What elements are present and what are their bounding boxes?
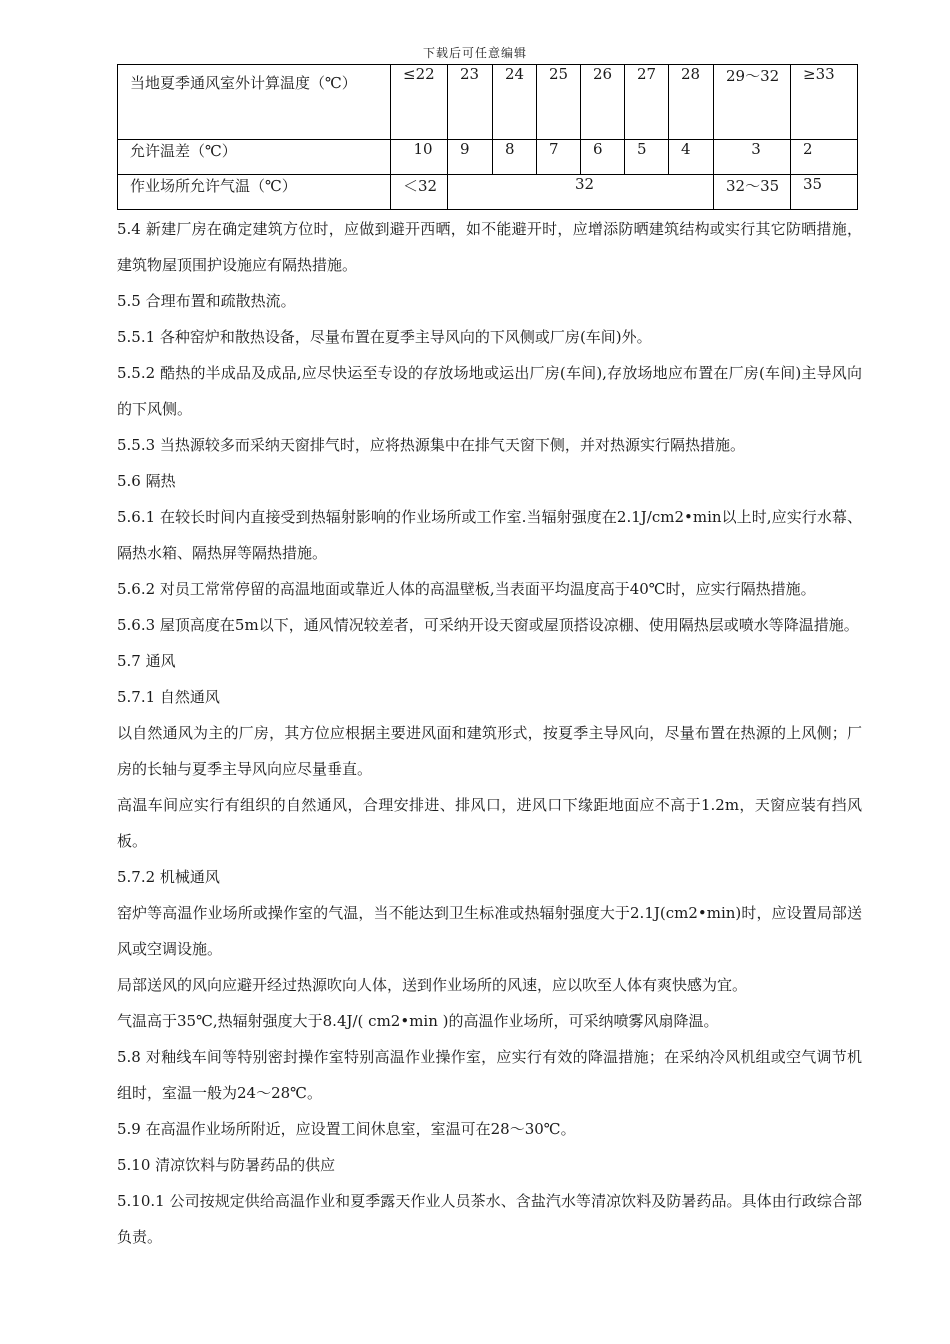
table-cell: 2: [791, 140, 858, 175]
table-cell: 7: [537, 140, 581, 175]
table-cell-merged: 32: [448, 175, 714, 210]
table-cell: 4: [669, 140, 714, 175]
row-label: 当地夏季通风室外计算温度（℃）: [118, 65, 391, 140]
paragraph: 5.10 清凉饮料与防暑药品的供应: [117, 1156, 336, 1174]
paragraph: 5.7.1 自然通风: [117, 688, 220, 706]
paragraph: 窑炉等高温作业场所或操作室的气温，当不能达到卫生标准或热辐射强度大于2.1J(cm2•min)时，应设置局部送风或空调设施。: [117, 904, 862, 958]
table-cell: 24: [493, 65, 537, 140]
table-cell: 29～32: [714, 65, 791, 140]
paragraph: 5.5.2 酷热的半成品及成品,应尽快运至专设的存放场地或运出厂房(车间),存放场地应布置在厂房(车间)主导风向的下风侧。: [117, 364, 862, 418]
table-cell: ≤22: [391, 65, 448, 140]
paragraph: 5.8 对釉线车间等特别密封操作室特别高温作业操作室，应实行有效的降温措施；在采纳冷风机组或空气调节机组时，室温一般为24～28℃。: [117, 1048, 862, 1102]
paragraph: 气温高于35℃,热辐射强度大于8.4J/( cm2•min )的高温作业场所，可采纳喷雾风扇降温。: [117, 1012, 719, 1030]
paragraph: 5.10.1 公司按规定供给高温作业和夏季露天作业人员茶水、含盐汽水等清凉饮料及防暑药品。具体由行政综合部负责。: [117, 1192, 862, 1246]
paragraph: 5.5.3 当热源较多而采纳天窗排气时，应将热源集中在排气天窗下侧，并对热源实行隔热措施。: [117, 436, 745, 454]
table-cell: 5: [625, 140, 669, 175]
paragraph: 5.6.2 对员工常常停留的高温地面或靠近人体的高温壁板,当表面平均温度高于40℃时，应实行隔热措施。: [117, 580, 816, 598]
table-cell: 26: [581, 65, 625, 140]
paragraph: 局部送风的风向应避开经过热源吹向人体，送到作业场所的风速，应以吹至人体有爽快感为宜。: [117, 976, 748, 994]
table-row: [118, 175, 858, 210]
paragraph: 5.7 通风: [117, 652, 176, 670]
temperature-table: [117, 64, 858, 210]
paragraph: 5.6.3 屋顶高度在5m以下，通风情况较差者，可采纳开设天窗或屋顶搭设凉棚、使用隔热层或喷水等降温措施。: [117, 616, 859, 634]
paragraph: 5.6 隔热: [117, 472, 176, 490]
paragraph: 高温车间应实行有组织的自然通风，合理安排进、排风口，进风口下缘距地面应不高于1.2m，天窗应装有挡风板。: [117, 796, 862, 850]
paragraph: 5.5 合理布置和疏散热流。: [117, 292, 296, 310]
paragraph: 5.6.1 在较长时间内直接受到热辐射影响的作业场所或工作室.当辐射强度在2.1J/cm2•min以上时,应实行水幕、隔热水箱、隔热屏等隔热措施。: [117, 508, 862, 562]
table-cell: 27: [625, 65, 669, 140]
paragraph: 5.5.1 各种窑炉和散热设备，尽量布置在夏季主导风向的下风侧或厂房(车间)外。: [117, 328, 652, 346]
table-cell: 32～35: [714, 175, 791, 210]
document-body: [117, 211, 862, 1255]
table-cell: 3: [714, 140, 791, 175]
table-row: [118, 65, 858, 140]
paragraph: 5.7.2 机械通风: [117, 868, 220, 886]
paragraph: 5.4 新建厂房在确定建筑方位时，应做到避开西晒，如不能避开时，应增添防晒建筑结构或实行其它防晒措施，建筑物屋顶围护设施应有隔热措施。: [117, 220, 862, 274]
row-label: 作业场所允许气温（℃）: [118, 175, 391, 210]
page-header: 下载后可任意编辑: [422, 46, 527, 60]
table-cell: 10: [391, 140, 448, 175]
table-cell: 9: [448, 140, 493, 175]
table-cell: 23: [448, 65, 493, 140]
table-cell: ＜32: [391, 175, 448, 210]
table-row: [118, 140, 858, 175]
table-cell: ≥33: [791, 65, 858, 140]
paragraph: 以自然通风为主的厂房，其方位应根据主要进风面和建筑形式，按夏季主导风向，尽量布置在热源的上风侧；厂房的长轴与夏季主导风向应尽量垂直。: [117, 724, 862, 778]
row-label: 允许温差（℃）: [118, 140, 391, 175]
table-cell: 6: [581, 140, 625, 175]
table-cell: 35: [791, 175, 858, 210]
paragraph: 5.9 在高温作业场所附近，应设置工间休息室，室温可在28～30℃。: [117, 1120, 576, 1138]
table-cell: 25: [537, 65, 581, 140]
table-cell: 28: [669, 65, 714, 140]
table-cell: 8: [493, 140, 537, 175]
